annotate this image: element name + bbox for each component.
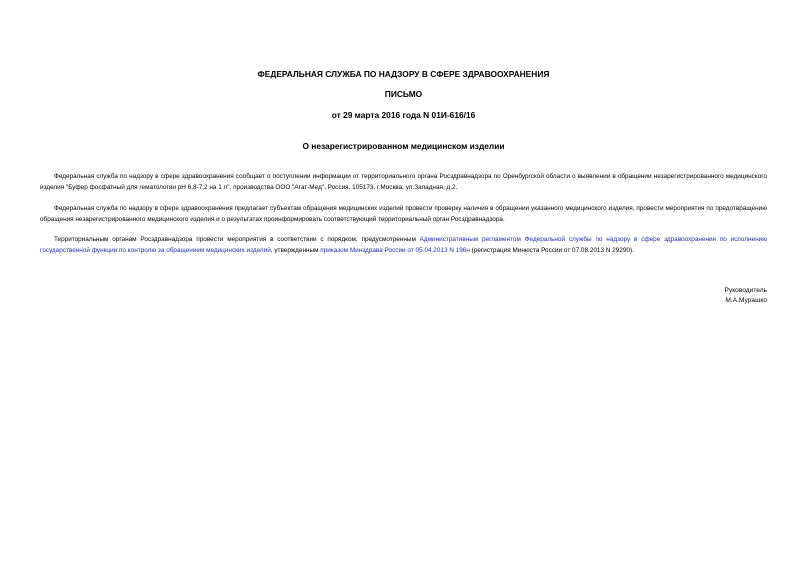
organization-heading: ФЕДЕРАЛЬНАЯ СЛУЖБА ПО НАДЗОРУ В СФЕРЕ ЗДРАВООХРАНЕНИЯ — [257, 69, 550, 79]
paragraph-3 — [40, 234, 767, 256]
paragraph-1: Федеральная служба по надзору в сфере здравоохранения сообщает о поступлении информации от территориального органа Росздравнадзора по Оренбургской области о выявлении в обращении незарегистрированного медицинского изделия "Буфер фосфатный для гематологии pH 6,8-7,2 на 1 л", производства ООО "Агат-Мед", Россия, 105173, г.Москва, ул.Западная, д.2. — [40, 173, 767, 191]
paragraph-3-text-before: Территориальным органам Росздравнадзора провести мероприятия в соответствии с порядком, предусмотренным — [54, 236, 420, 243]
paragraph-3-text-middle: , утвержденным — [270, 247, 321, 254]
paragraph-2: Федеральная служба по надзору в сфере здравоохранения предлагает субъектам обращения медицинских изделий провести проверку наличия в обращении указанного медицинского изделия, провести мероприятия по предотвращению обращения незарегистрированного медицинского изделия и о результатах проинформировать соответствующий территориальный орган Росздравнадзора. — [40, 205, 767, 223]
regulation-link[interactable]: Административным регламентом Федеральной службы по надзору в сфере здравоохранения по исполнению государственной функции по контролю за обращением медицинских изделий — [40, 236, 767, 254]
document-date-number: от 29 марта 2016 года N 01И-616/16 — [331, 110, 476, 120]
signature-title: Руководитель — [724, 287, 767, 294]
paragraph-3-text-after: (регистрация Минюста России от 07.08.2013 N 29290). — [469, 247, 634, 254]
order-link[interactable]: приказом Минздрава России от 05.04.2013 N 196н — [320, 247, 470, 254]
signature-name: М.А.Мурашко — [725, 297, 767, 304]
document-type: ПИСЬМО — [384, 89, 423, 99]
document-subject: О незарегистрированном медицинском изделии — [302, 141, 505, 151]
